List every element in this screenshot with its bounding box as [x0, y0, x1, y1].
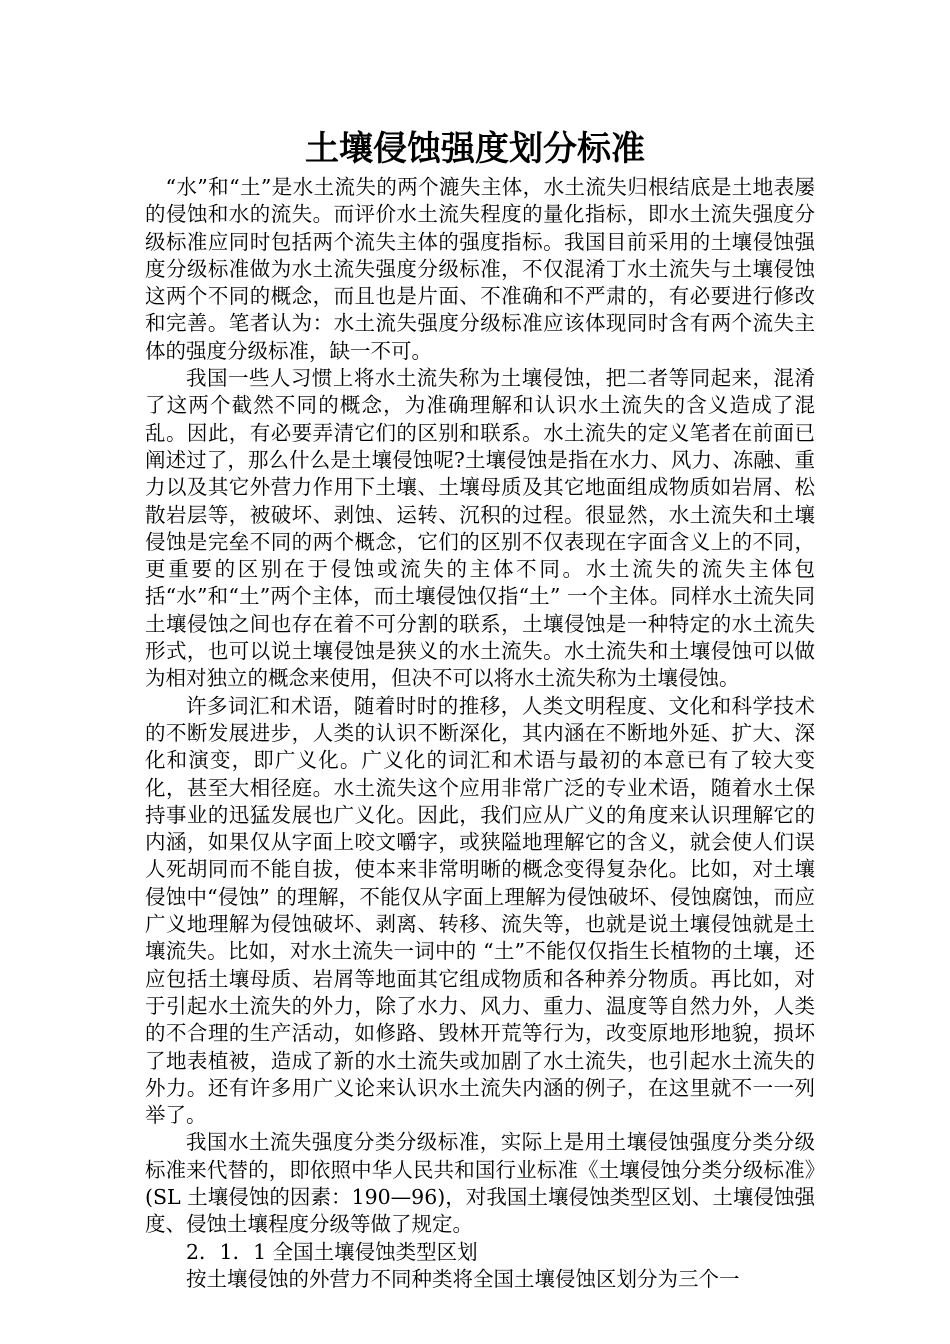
document-title: 土壤侵蚀强度划分标准 [305, 129, 645, 169]
paragraph-national-standard: 我国水土流失强度分类分级标准，实际上是用土壤侵蚀强度分类分级标准来代替的，即依照中华人民共和国行业标准《土壤侵蚀分类分级标准》(SL 土壤侵蚀的因素：190—96)，对我国土壤侵蚀类型区划、土壤侵蚀强度、侵蚀土壤程度分级等做了规定。 [145, 1130, 815, 1237]
document-body [145, 174, 815, 1293]
section-heading: 2．1．1 全国土壤侵蚀类型区划 [186, 1239, 478, 1264]
paragraph-definition-standard: “水”和“土”是水土流失的两个漉失主体，水土流失归根结底是土地表屡的侵蚀和水的流失。而评价水土流失程度的量化指标，即水土流失强度分级标准应同时包括两个流失主体的强度指标。我国目前采用的土壤侵蚀强度分级标准做为水土流失强度分级标准，不仅混淆丁水土流失与土壤侵蚀这两个不同的概念，而且也是片面、不准确和不严肃的，有必要进行修改和完善。笔者认为：水土流失强度分级标准应该体现同时含有两个流失主体的强度分级标准，缺一不可。 [145, 175, 815, 363]
paragraph-broad-meaning: 许多词汇和术语，随着时时的推移，人类文明程度、文化和科学技术的不断发展进步，人类的认识不断深化，其内涵在不断地外延、扩大、深化和演变，即广义化。广义化的词汇和术语与最初的本意已有了较大变化，甚至大相径庭。水土流失这个应用非常广泛的专业术语，随着水土保持事业的迅猛发展也广义化。因此，我们应从广义的角度来认识理解它的内涵，如果仅从字面上咬文嚼字，或狭隘地理解它的含义，就会使人们误人死胡同而不能自拔，使本来非常明晰的概念变得复杂化。比如，对土壤侵蚀中“侵蚀” 的理解，不能仅从字面上理解为侵蚀破坏、侵蚀腐蚀，而应广义地理解为侵蚀破坏、剥离、转移、流失等，也就是说土壤侵蚀就是土壤流失。比如，对水土流失一词中的 “土”不能仅仅指生长植物的土壤，还应包括土壤母质、岩屑等地面其它组成物质和各种养分物质。再比如，对于引起水土流失的外力，除了水力、风力、重力、温度等自然力外，人类的不合理的生产活动，如修路、毁林开荒等行为，改变原地形地貌，损坏了地表植被，造成了新的水土流失或加剧了水土流失，也引起水土流失的外力。还有许多用广义论来认识水土流失内涵的例子，在这里就不一一列举了。 [145, 693, 815, 1128]
paragraph-distinction: 我国一些人习惯上将水土流失称为土壤侵蚀，把二者等同起来，混淆了这两个截然不同的概念，为准确理解和认识水土流失的含义造成了混乱。因此，有必要弄清它们的区别和联系。水土流失的定义笔者在前面已阐述过了，那么什么是土壤侵蚀呢?土壤侵蚀是指在水力、风力、冻融、重力以及其它外营力作用下土壤、土壤母质及其它地面组成物质如岩屑、松散岩层等，被破坏、剥蚀、运转、沉积的过程。很显然，水土流失和土壤侵蚀是完垒不同的两个概念，它们的区别不仅表现在字面含义上的不同，更重要的区别在于侵蚀或流失的主体不同。水土流失的流失主体包括“水”和“土”两个主体，而土壤侵蚀仅指“土” 一个主体。同样水土流失同土壤侵蚀之间也存在着不可分割的联系，土壤侵蚀是一种特定的水土流失形式，也可以说土壤侵蚀是狭义的水土流失。水土流失和土壤侵蚀可以做为相对独立的概念来使用，但决不可以将水土流失称为土壤侵蚀。 [145, 366, 815, 691]
paragraph-zoning: 按土壤侵蚀的外营力不同种类将全国土壤侵蚀区划分为三个一 [186, 1266, 740, 1291]
